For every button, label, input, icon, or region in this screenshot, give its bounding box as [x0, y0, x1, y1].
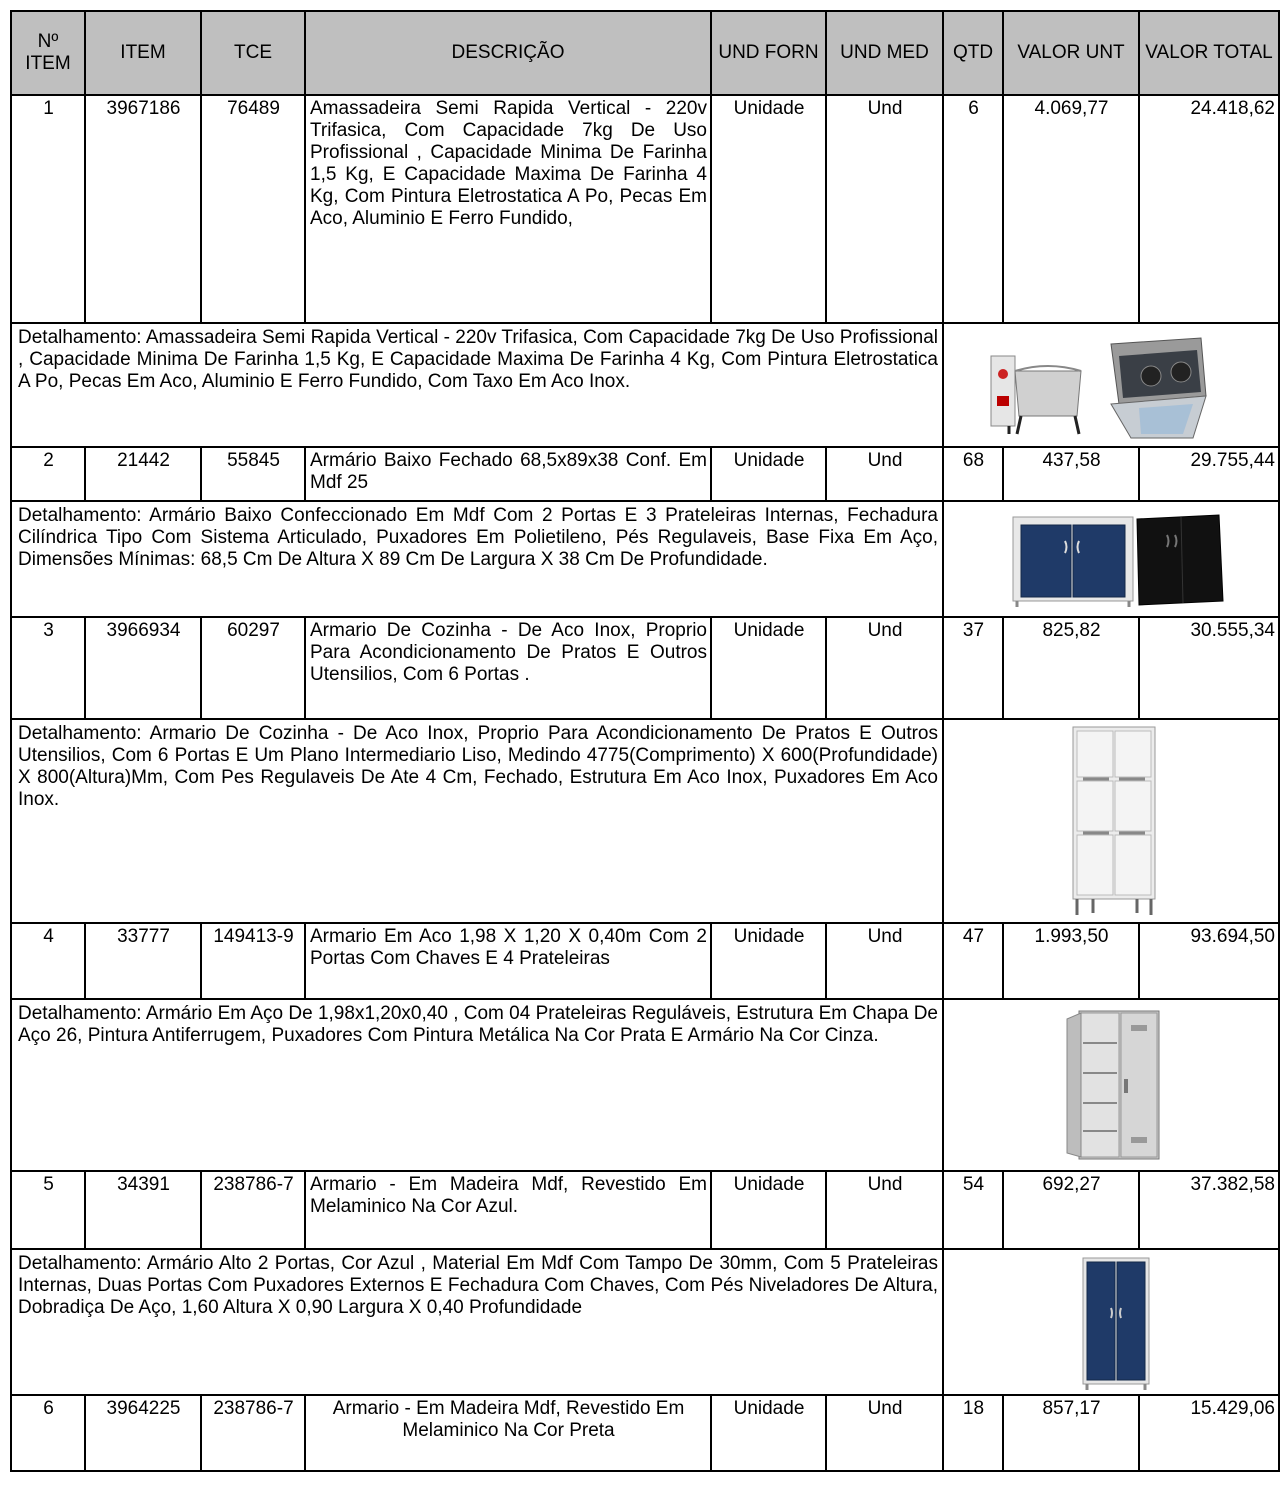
cell-descricao: Armario - Em Madeira Mdf, Revestido Em Melaminico Na Cor Azul.: [305, 1171, 711, 1249]
header-item: ITEM: [85, 11, 201, 95]
cell-tce: 238786-7: [201, 1395, 305, 1471]
detail-row: [11, 323, 1279, 447]
cell-und-forn: Unidade: [711, 447, 826, 501]
cell-detalhamento: Detalhamento: Amassadeira Semi Rapida Vertical - 220v Trifasica, Com Capacidade 7kg De Uso Profissional , Capacidade Minima De Farinha 1,5 Kg, E Capacidade Maxima De Farinha 4 Kg, Com Pintura Eletrostatica A Po, Pecas Em Aco, Aluminio E Ferro Fundido, Com Taxo Em Aco Inox.: [11, 323, 943, 447]
cell-und-med: Und: [826, 95, 943, 323]
cell-valor-unt: 692,27: [1003, 1171, 1139, 1249]
cell-valor-unt: 1.993,50: [1003, 923, 1139, 999]
table-row: [11, 447, 1279, 501]
cell-tce: 76489: [201, 95, 305, 323]
header-und-forn: UND FORN: [711, 11, 826, 95]
header-und-med: UND MED: [826, 11, 943, 95]
table-row: [11, 617, 1279, 719]
product-image-cell: [943, 999, 1279, 1171]
cell-detalhamento: Detalhamento: Armário Em Aço De 1,98x1,20x0,40 , Com 04 Prateleiras Reguláveis, Estrutura Em Chapa De Aço 26, Pintura Antiferrugem, Puxadores Com Pintura Metálica Na Cor Prata E Armário Na Cor Cinza.: [11, 999, 943, 1171]
cell-qtd: 68: [943, 447, 1003, 501]
cell-valor-unt: 857,17: [1003, 1395, 1139, 1471]
cell-no: 1: [11, 95, 85, 323]
cell-qtd: 37: [943, 617, 1003, 719]
cell-qtd: 54: [943, 1171, 1003, 1249]
cell-qtd: 6: [943, 95, 1003, 323]
table-row: [11, 1171, 1279, 1249]
cell-item: 21442: [85, 447, 201, 501]
header-qtd: QTD: [943, 11, 1003, 95]
table-row: [11, 1395, 1279, 1471]
cell-und-forn: Unidade: [711, 1171, 826, 1249]
detail-row: [11, 719, 1279, 923]
cell-valor-unt: 437,58: [1003, 447, 1139, 501]
items-table: [10, 10, 1280, 1472]
cell-detalhamento: Detalhamento: Armário Alto 2 Portas, Cor Azul , Material Em Mdf Com Tampo De 30mm, Com 5 Prateleiras Internas, Duas Portas Com Puxadores Externos E Fechadura Com Chaves, Com Pés Niveladores De Altura, Dobradiça De Aço, 1,60 Altura X 0,90 Largura X 0,40 Profundidade: [11, 1249, 943, 1395]
cell-item: 33777: [85, 923, 201, 999]
detail-row: [11, 999, 1279, 1171]
cell-no: 5: [11, 1171, 85, 1249]
product-image-cell: [943, 501, 1279, 617]
cell-item: 34391: [85, 1171, 201, 1249]
cell-valor-total: 30.555,34: [1139, 617, 1279, 719]
cell-tce: 60297: [201, 617, 305, 719]
cell-valor-total: 29.755,44: [1139, 447, 1279, 501]
table-row: [11, 95, 1279, 323]
cell-und-forn: Unidade: [711, 1395, 826, 1471]
cell-valor-unt: 825,82: [1003, 617, 1139, 719]
low-cabinet-icon: [961, 505, 1261, 613]
cell-no: 6: [11, 1395, 85, 1471]
header-valor-total: VALOR TOTAL: [1139, 11, 1279, 95]
cell-und-forn: Unidade: [711, 923, 826, 999]
detail-row: [11, 1249, 1279, 1395]
product-image-cell: [943, 719, 1279, 923]
cell-tce: 238786-7: [201, 1171, 305, 1249]
cell-und-med: Und: [826, 447, 943, 501]
table-row: [11, 923, 1279, 999]
cell-und-med: Und: [826, 923, 943, 999]
cell-tce: 149413-9: [201, 923, 305, 999]
header-row: [11, 11, 1279, 95]
header-no-item: Nº ITEM: [11, 11, 85, 95]
cell-und-med: Und: [826, 1395, 943, 1471]
cell-descricao: Amassadeira Semi Rapida Vertical - 220v Trifasica, Com Capacidade 7kg De Uso Profissional , Capacidade Minima De Farinha 1,5 Kg, E Capacidade Maxima De Farinha 4 Kg, Com Pintura Eletrostatica A Po, Pecas Em Aco, Aluminio E Ferro Fundido,: [305, 95, 711, 323]
cell-no: 3: [11, 617, 85, 719]
cell-valor-total: 37.382,58: [1139, 1171, 1279, 1249]
steel-cabinet-icon: [961, 1003, 1261, 1167]
header-tce: TCE: [201, 11, 305, 95]
cell-tce: 55845: [201, 447, 305, 501]
cell-item: 3966934: [85, 617, 201, 719]
cell-no: 4: [11, 923, 85, 999]
kitchen-cabinet-icon: [961, 723, 1261, 919]
cell-no: 2: [11, 447, 85, 501]
cell-item: 3967186: [85, 95, 201, 323]
header-valor-unt: VALOR UNT: [1003, 11, 1139, 95]
cell-und-med: Und: [826, 1171, 943, 1249]
cell-valor-total: 24.418,62: [1139, 95, 1279, 323]
cell-descricao: Armário Baixo Fechado 68,5x89x38 Conf. Em Mdf 25: [305, 447, 711, 501]
cell-detalhamento: Detalhamento: Armario De Cozinha - De Aco Inox, Proprio Para Acondicionamento De Pratos E Outros Utensilios, Com 6 Portas E Um Plano Intermediario Liso, Medindo 4775(Comprimento) X 600(Profundidade) X 800(Altura)Mm, Com Pes Regulaveis De Ate 4 Cm, Fechado, Estrutura Em Aco Inox, Puxadores Em Aco Inox.: [11, 719, 943, 923]
cell-detalhamento: Detalhamento: Armário Baixo Confeccionado Em Mdf Com 2 Portas E 3 Prateleiras Internas, Fechadura Cilíndrica Tipo Com Sistema Articulado, Puxadores Em Polietileno, Pés Regulaveis, Base Fixa Em Aço, Dimensões Mínimas: 68,5 Cm De Altura X 89 Cm De Largura X 38 Cm De Profundidade.: [11, 501, 943, 617]
cell-descricao: Armario Em Aco 1,98 X 1,20 X 0,40m Com 2 Portas Com Chaves E 4 Prateleiras: [305, 923, 711, 999]
cell-valor-total: 93.694,50: [1139, 923, 1279, 999]
product-image-cell: [943, 323, 1279, 447]
cell-item: 3964225: [85, 1395, 201, 1471]
dough-mixer-icon: [961, 326, 1261, 444]
cell-descricao: Armario De Cozinha - De Aco Inox, Proprio Para Acondicionamento De Pratos E Outros Utensilios, Com 6 Portas .: [305, 617, 711, 719]
cell-und-forn: Unidade: [711, 617, 826, 719]
blue-tall-cabinet-icon: [961, 1252, 1261, 1392]
cell-und-forn: Unidade: [711, 95, 826, 323]
detail-row: [11, 501, 1279, 617]
cell-valor-total: 15.429,06: [1139, 1395, 1279, 1471]
cell-descricao: Armario - Em Madeira Mdf, Revestido Em Melaminico Na Cor Preta: [305, 1395, 711, 1471]
cell-und-med: Und: [826, 617, 943, 719]
cell-qtd: 18: [943, 1395, 1003, 1471]
header-descricao: DESCRIÇÃO: [305, 11, 711, 95]
cell-qtd: 47: [943, 923, 1003, 999]
cell-valor-unt: 4.069,77: [1003, 95, 1139, 323]
product-image-cell: [943, 1249, 1279, 1395]
